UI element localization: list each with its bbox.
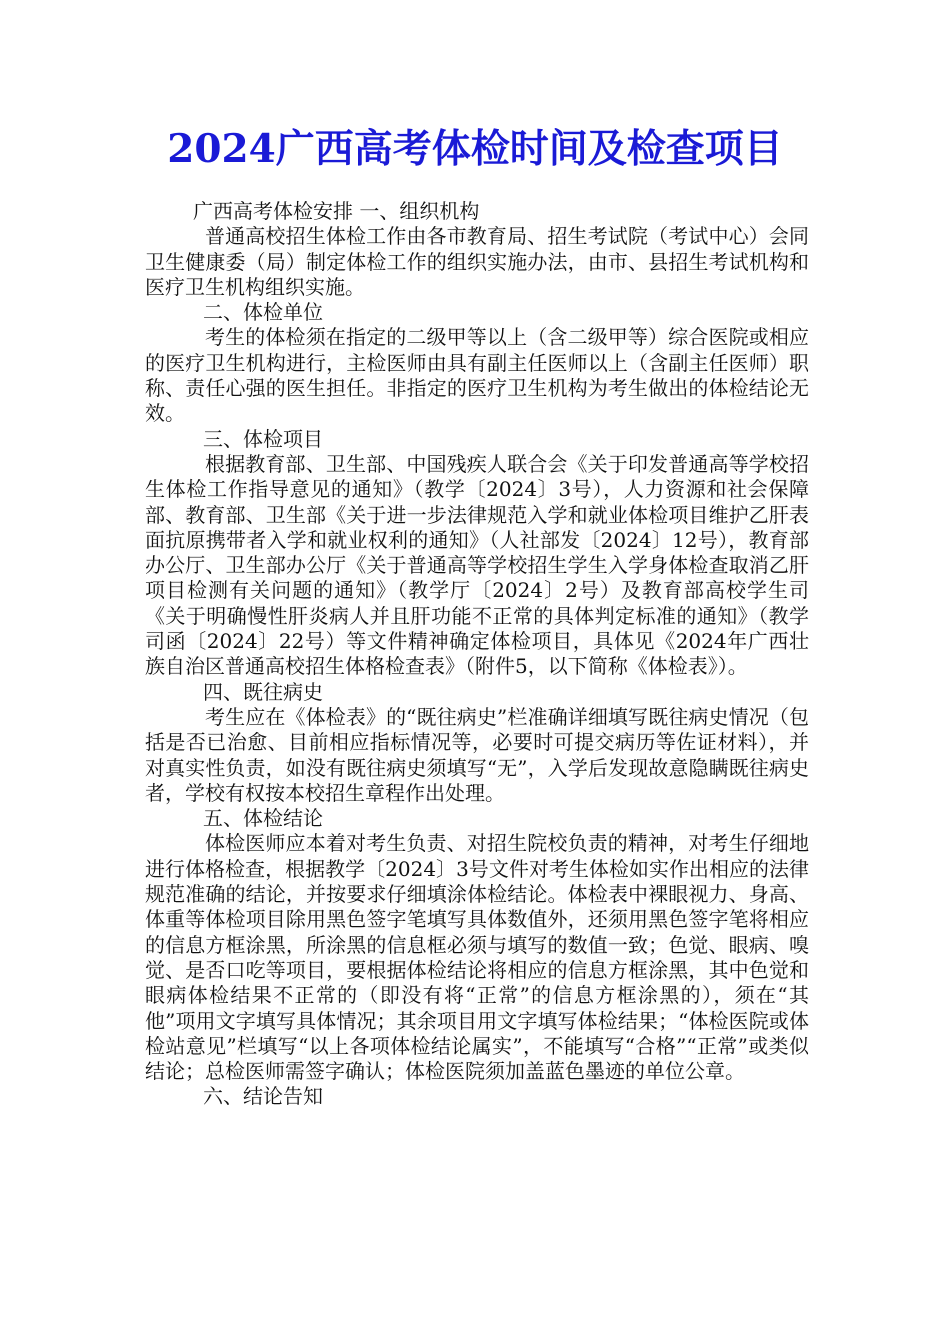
section-heading-unit: 二、体检单位	[203, 300, 323, 325]
section-heading-items: 三、体检项目	[203, 426, 323, 451]
paragraph-items: 根据教育部、卫生部、中国残疾人联合会《关于印发普通高等学校招生体检工作指导意见的通知》（教学〔2024〕3号），人力资源和社会保障部、教育部、卫生部《关于进一步法律规范入学和就业体检项目维护乙肝表面抗原携带者入学和就业权利的通知》（人社部发〔2024〕12号），教育部办公厅、卫生部办公厅《关于普通高等学校招生学生入学身体检查取消乙肝项目检测有关问题的通知》（教学厅〔2024〕2号）及教育部高校学生司《关于明确慢性肝炎病人并且肝功能不正常的具体判定标准的通知》（教学司函〔2024〕22号）等文件精神确定体检项目，具体见《2024年广西壮族自治区普通高校招生体格检查表》（附件5，以下简称《体检表》）。	[145, 451, 809, 679]
intro-line: 广西高考体检安排 一、组织机构	[193, 199, 480, 223]
document-title: 2024广西高考体检时间及检查项目	[167, 126, 783, 172]
paragraph-unit: 考生的体检须在指定的二级甲等以上（含二级甲等）综合医院或相应的医疗卫生机构进行，主检医师由具有副主任医师以上（含副主任医师）职称、责任心强的医生担任。非指定的医疗卫生机构为考生做出的体检结论无效。	[145, 325, 809, 426]
document-body	[145, 199, 809, 1110]
paragraph-history: 考生应在《体检表》的“既往病史”栏准确详细填写既往病史情况（包括是否已治愈、目前相应指标情况等，必要时可提交病历等佐证材料），并对真实性负责，如没有既往病史须填写“无”，入学后发现故意隐瞒既往病史者，学校有权按本校招生章程作出处理。	[145, 704, 809, 805]
section-heading-notification: 六、结论告知	[203, 1084, 323, 1109]
paragraph-conclusion: 体检医师应本着对考生负责、对招生院校负责的精神，对考生仔细地进行体格检查，根据教学〔2024〕3号文件对考生体检如实作出相应的法律规范准确的结论，并按要求仔细填涂体检结论。体检表中裸眼视力、身高、体重等体检项目除用黑色签字笔填写具体数值外，还须用黑色签字笔将相应的信息方框涂黑，所涂黑的信息框必须与填写的数值一致；色觉、眼病、嗅觉、是否口吃等项目，要根据体检结论将相应的信息方框涂黑，其中色觉和眼病体检结果不正常的（即没有将“正常”的信息方框涂黑的），须在“其他”项用文字填写具体情况；其余项目用文字填写体检结果；“体检医院或体检站意见”栏填写“以上各项体检结论属实”，不能填写“合格”“正常”或类似结论；总检医师需签字确认；体检医院须加盖蓝色墨迹的单位公章。	[145, 831, 809, 1084]
section-heading-history: 四、既往病史	[203, 679, 323, 704]
paragraph-organization: 普通高校招生体检工作由各市教育局、招生考试院（考试中心）会同卫生健康委（局）制定体检工作的组织实施办法，由市、县招生考试机构和医疗卫生机构组织实施。	[145, 224, 809, 299]
section-heading-conclusion: 五、体检结论	[203, 806, 323, 831]
